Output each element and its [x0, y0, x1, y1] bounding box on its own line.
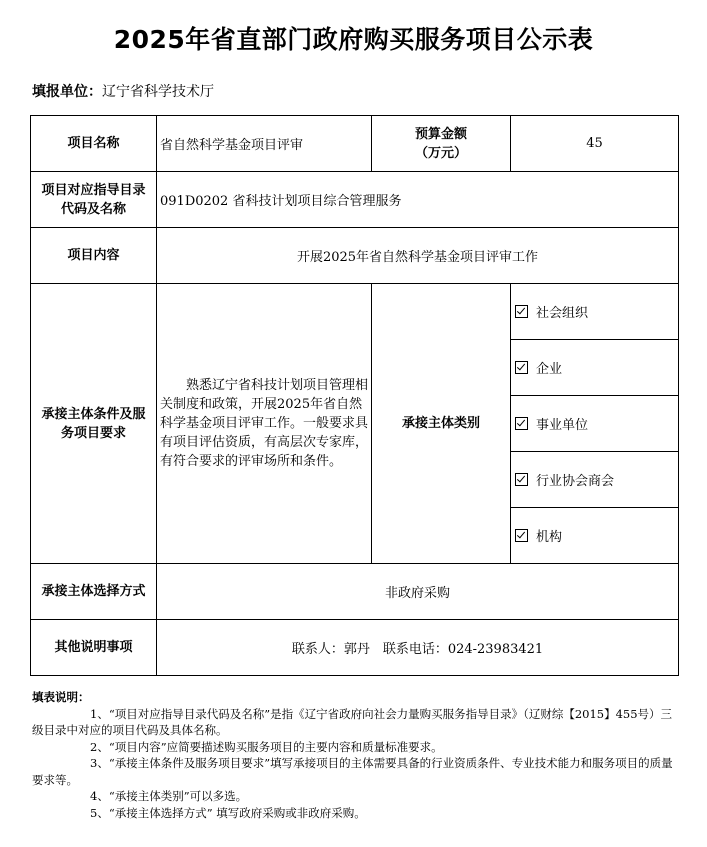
category-option[interactable] [511, 340, 679, 396]
page-title: 2025年省直部门政府购买服务项目公示表 [113, 25, 594, 54]
checked-box-icon[interactable] [515, 417, 528, 430]
disclosure-table [30, 115, 679, 676]
category-option[interactable] [511, 284, 679, 340]
instruction-item: 3、“承接主体条件及服务项目要求”填写承接项目的主体需要具备的行业资质条件、专业技术能力和服务项目的质量要求等。 [32, 756, 673, 787]
catalog-value: 091D0202 省科技计划项目综合管理服务 [157, 172, 679, 228]
instruction-item: 2、“项目内容”应简要描述购买服务项目的主要内容和质量标准要求。 [90, 739, 443, 754]
instruction-item: 1、“项目对应指导目录代码及名称”是指《辽宁省政府向社会力量购买服务指导目录》（辽财综【2015】455号）三级目录中对应的项目代码及具体名称。 [32, 706, 673, 737]
category-option-label: 行业协会商会 [536, 474, 615, 489]
reporting-unit-label: 填报单位： [32, 84, 102, 100]
requirements-value: 熟悉辽宁省科技计划项目管理相关制度和政策，开展2025年省自然科学基金项目评审工作。一般要求具有项目评估资质，有高层次专家库，有符合要求的评审场所和条件。 [157, 284, 372, 564]
budget-value: 45 [511, 116, 679, 172]
other-value: 联系人：郭丹 联系电话：024-23983421 [157, 620, 679, 676]
other-label: 其他说明事项 [31, 620, 157, 676]
content-label: 项目内容 [31, 228, 157, 284]
category-label: 承接主体类别 [372, 284, 511, 564]
selection-label: 承接主体选择方式 [31, 564, 157, 620]
budget-label [372, 116, 511, 172]
category-option-label: 事业单位 [536, 418, 589, 433]
project-name-value: 省自然科学基金项目评审 [157, 116, 372, 172]
checked-box-icon[interactable] [515, 305, 528, 318]
category-option-label: 社会组织 [536, 306, 589, 321]
budget-label-line2: （万元） [414, 145, 467, 161]
reporting-unit-value: 辽宁省科学技术厅 [102, 84, 214, 100]
checked-box-icon[interactable] [515, 473, 528, 486]
budget-label-line1: 预算金额 [414, 126, 467, 142]
instruction-item: 4、“承接主体类别”可以多选。 [90, 789, 248, 803]
category-option[interactable] [511, 396, 679, 452]
category-option-label: 机构 [536, 530, 563, 545]
fill-instructions [32, 689, 682, 821]
category-option[interactable] [511, 508, 679, 564]
instruction-item: 5、“承接主体选择方式” 填写政府采购或非政府采购。 [90, 805, 366, 820]
content-value: 开展2025年省自然科学基金项目评审工作 [157, 228, 679, 284]
reporting-unit [32, 81, 214, 101]
requirements-label: 承接主体条件及服务项目要求 [31, 284, 157, 564]
checked-box-icon[interactable] [515, 361, 528, 374]
selection-value: 非政府采购 [157, 564, 679, 620]
category-option[interactable] [511, 452, 679, 508]
fill-instructions-title: 填表说明： [32, 690, 90, 704]
project-name-label: 项目名称 [31, 116, 157, 172]
catalog-label: 项目对应指导目录代码及名称 [31, 172, 157, 228]
category-option-label: 企业 [536, 362, 563, 377]
checked-box-icon[interactable] [515, 529, 528, 542]
